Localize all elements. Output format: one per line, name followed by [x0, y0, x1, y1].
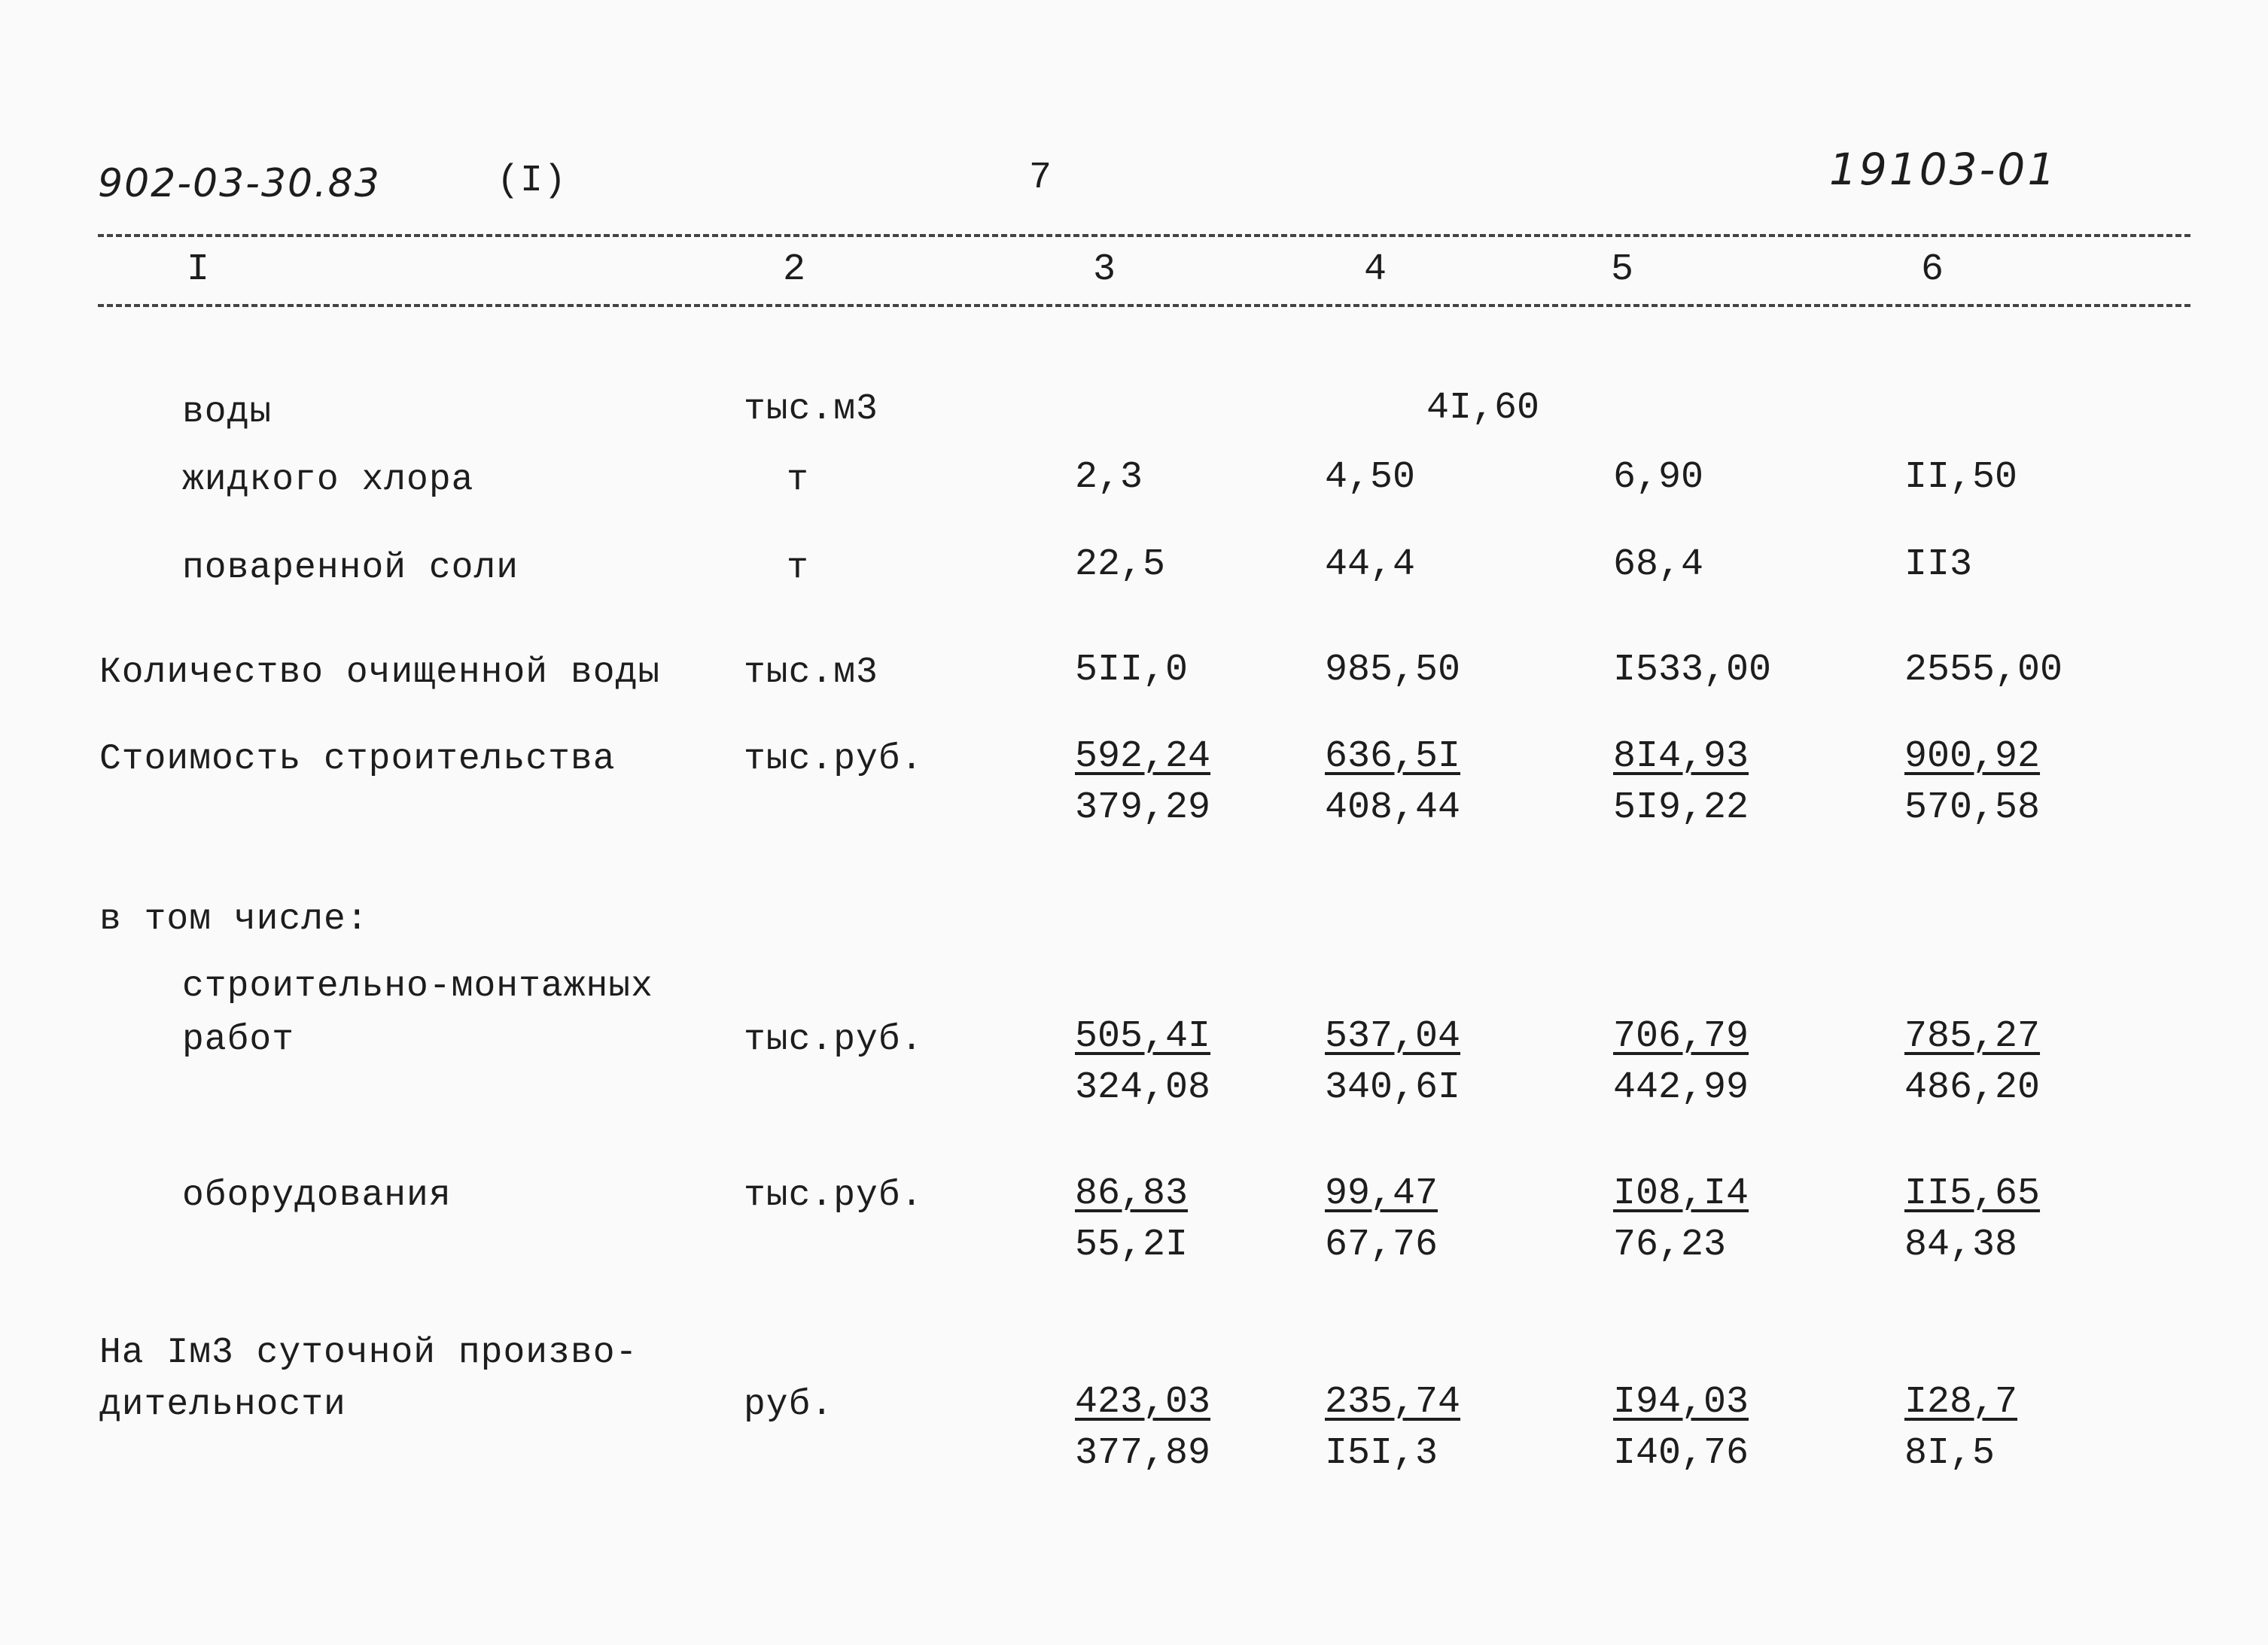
row-label-salt: поваренной соли [182, 548, 519, 588]
including-label: в том числе: [99, 899, 369, 940]
cell-salt-5: 68,4 [1613, 543, 1704, 586]
row-label-per-m3-line1: На Iм3 суточной произво- [99, 1333, 638, 1373]
row-unit-water: тыс.м3 [744, 389, 878, 430]
page-number: 7 [1029, 157, 1053, 199]
section-label: (I) [497, 160, 568, 202]
row-unit-purified: тыс.м3 [744, 652, 878, 693]
cell-works-4-top: 537,04 [1325, 1015, 1461, 1058]
header-rule-bottom [98, 304, 2190, 307]
cell-equipment-5-top: I08,I4 [1613, 1172, 1749, 1215]
cell-equipment-5-bottom: 76,23 [1613, 1224, 1727, 1266]
cell-equipment-6-bottom: 84,38 [1904, 1224, 2018, 1266]
cell-per-m3-6-bottom: 8I,5 [1904, 1432, 1996, 1475]
cell-construction-cost-6-bottom: 570,58 [1904, 786, 2041, 829]
cell-salt-4: 44,4 [1325, 543, 1416, 586]
cell-per-m3-6-top: I28,7 [1904, 1381, 2018, 1424]
cell-salt-6: II3 [1904, 543, 1973, 586]
row-unit-construction-cost: тыс.руб. [744, 739, 924, 780]
column-header-3: 3 [1093, 248, 1117, 291]
cell-per-m3-4-top: 235,74 [1325, 1381, 1461, 1424]
cell-equipment-3-bottom: 55,2I [1075, 1224, 1189, 1266]
cell-per-m3-5-bottom: I40,76 [1613, 1432, 1749, 1475]
cell-construction-cost-6-top: 900,92 [1904, 735, 2041, 778]
row-label-works-line1: строительно-монтажных [182, 966, 653, 1007]
header-rule-top [98, 234, 2190, 237]
row-unit-works: тыс.руб. [744, 1020, 924, 1060]
cell-chlorine-3: 2,3 [1075, 456, 1143, 499]
column-header-4: 4 [1364, 248, 1388, 291]
cell-construction-cost-4-top: 636,5I [1325, 735, 1461, 778]
column-header-2: 2 [783, 248, 807, 291]
cell-purified-6: 2555,00 [1904, 649, 2063, 692]
row-label-equipment: оборудования [182, 1175, 452, 1216]
cell-chlorine-6: II,50 [1904, 456, 2018, 499]
cell-per-m3-5-top: I94,03 [1613, 1381, 1749, 1424]
cell-works-3-bottom: 324,08 [1075, 1066, 1211, 1109]
column-header-1: I [187, 248, 211, 291]
cell-construction-cost-5-bottom: 5I9,22 [1613, 786, 1749, 829]
cell-purified-5: I533,00 [1613, 649, 1772, 692]
cell-works-4-bottom: 340,6I [1325, 1066, 1461, 1109]
row-label-purified: Количество очищенной воды [99, 652, 661, 693]
cell-construction-cost-3-bottom: 379,29 [1075, 786, 1211, 829]
cell-equipment-4-top: 99,47 [1325, 1172, 1438, 1215]
cell-works-3-top: 505,4I [1075, 1015, 1211, 1058]
cell-per-m3-4-bottom: I5I,3 [1325, 1432, 1438, 1475]
cell-construction-cost-4-bottom: 408,44 [1325, 786, 1461, 829]
row-label-chlorine: жидкого хлора [182, 460, 474, 500]
cell-works-5-top: 706,79 [1613, 1015, 1749, 1058]
column-header-5: 5 [1611, 248, 1635, 291]
cell-per-m3-3-bottom: 377,89 [1075, 1432, 1211, 1475]
row-unit-per-m3: руб. [744, 1385, 834, 1425]
cell-construction-cost-5-top: 8I4,93 [1613, 735, 1749, 778]
cell-construction-cost-3-top: 592,24 [1075, 735, 1211, 778]
cell-works-6-top: 785,27 [1904, 1015, 2041, 1058]
row-value-water: 4I,60 [1426, 387, 1540, 430]
doc-code: 902-03-30.83 [98, 161, 381, 206]
row-unit-salt: т [787, 548, 809, 588]
cell-chlorine-4: 4,50 [1325, 456, 1416, 499]
cell-works-6-bottom: 486,20 [1904, 1066, 2041, 1109]
cell-per-m3-3-top: 423,03 [1075, 1381, 1211, 1424]
column-header-6: 6 [1921, 248, 1945, 291]
cell-chlorine-5: 6,90 [1613, 456, 1704, 499]
cell-purified-4: 985,50 [1325, 649, 1461, 692]
cell-salt-3: 22,5 [1075, 543, 1166, 586]
cell-purified-3: 5II,0 [1075, 649, 1189, 692]
cell-equipment-3-top: 86,83 [1075, 1172, 1189, 1215]
row-label-works-line2: работ [182, 1020, 295, 1060]
cell-equipment-6-top: II5,65 [1904, 1172, 2041, 1215]
row-unit-equipment: тыс.руб. [744, 1175, 924, 1216]
sheet-code: 19103-01 [1829, 144, 2058, 195]
row-label-per-m3-line2: дительности [99, 1385, 346, 1425]
cell-equipment-4-bottom: 67,76 [1325, 1224, 1438, 1266]
cell-works-5-bottom: 442,99 [1613, 1066, 1749, 1109]
row-label-construction-cost: Стоимость строительства [99, 739, 616, 780]
row-label-water: воды [182, 392, 272, 433]
row-unit-chlorine: т [787, 460, 809, 500]
